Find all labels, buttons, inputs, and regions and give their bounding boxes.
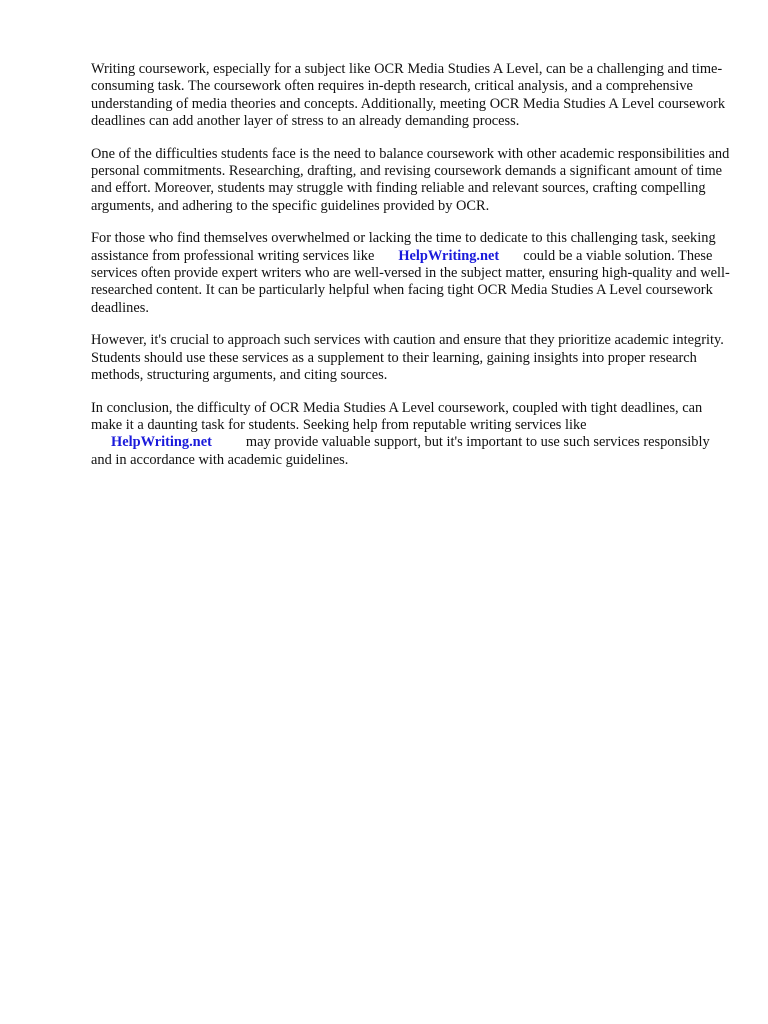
paragraph-assistance-text-after: could be a viable solution. These services often provide expert writers who are well-versed in the subject matter, ensuring high-quality and well-researched content. It can be particularly helpful when facing tight OCR Media Studies A Level coursework deadlines. [91,247,730,316]
document-page [91,61,731,484]
paragraph-conclusion-text-before: In conclusion, the difficulty of OCR Media Studies A Level coursework, coupled with tight deadlines, can make it a daunting task for students. Seeking help from reputable writing services like [91,399,703,433]
paragraph-conclusion [91,400,731,470]
paragraph-assistance [91,230,731,317]
helpwriting-link-2[interactable]: HelpWriting.net [111,434,212,451]
paragraph-difficulties: One of the difficulties students face is the need to balance coursework with other academic responsibilities and personal commitments. Researching, drafting, and revising coursework demands a significant amount of time and effort. Moreover, students may struggle with finding reliable and relevant sources, crafting compelling arguments, and adhering to the specific guidelines provided by OCR. [91,145,730,214]
paragraph-caution: However, it's crucial to approach such services with caution and ensure that they prioritize academic integrity. Students should use these services as a supplement to their learning, gaining insights into proper research methods, structuring arguments, and citing sources. [91,332,724,384]
paragraph-assistance-text-before: For those who find themselves overwhelmed or lacking the time to dedicate to this challenging task, seeking assistance from professional writing services like [91,230,716,264]
helpwriting-link-1[interactable]: HelpWriting.net [398,247,500,264]
paragraph-conclusion-text-after: may provide valuable support, but it's important to use such services responsibly and in accordance with academic guidelines. [91,434,710,468]
paragraph-intro: Writing coursework, especially for a subject like OCR Media Studies A Level, can be a challenging and time-consuming task. The coursework often requires in-depth research, critical analysis, and a comprehensive understanding of media theories and concepts. Additionally, meeting OCR Media Studies A Level coursework deadlines can add another layer of stress to an already demanding process. [91,61,726,130]
